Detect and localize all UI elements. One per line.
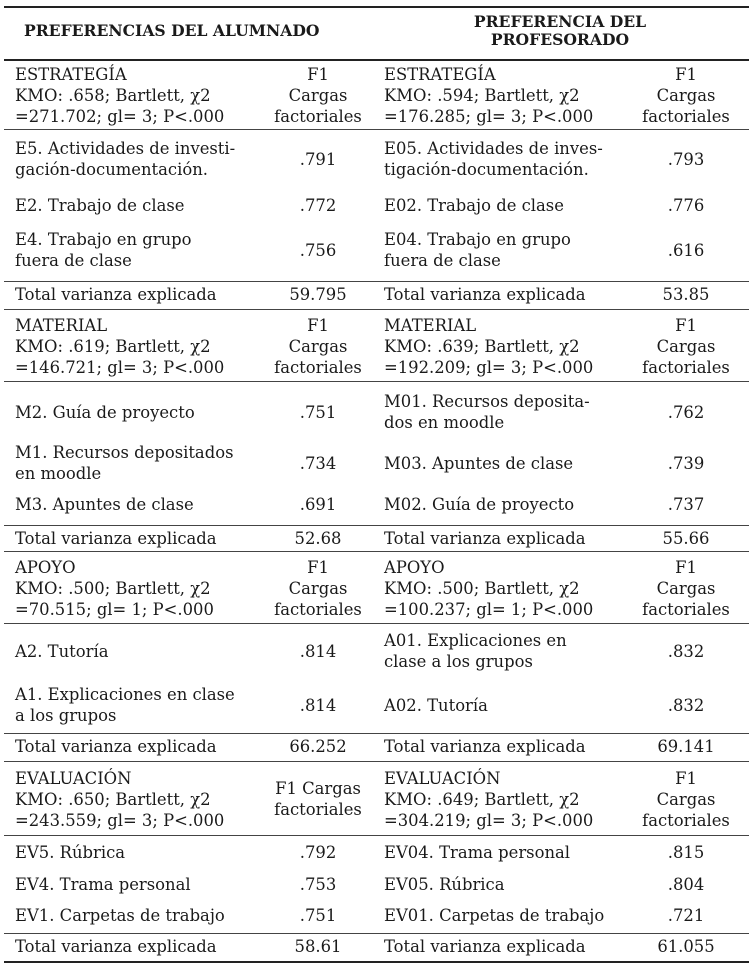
right-total-label-line-1: Total varianza explicada xyxy=(384,936,586,956)
left-item-label-line-1: E2. Trabajo de clase xyxy=(15,195,185,215)
right-item-label xyxy=(384,381,646,443)
left-total-label-line-1: Total varianza explicada xyxy=(15,736,217,756)
right-total-value xyxy=(636,281,736,307)
right-item-label-lines xyxy=(384,391,590,433)
left-item-label-line-1: E5. Actividades de investi- xyxy=(15,139,236,158)
left-total-value-lines xyxy=(295,936,342,957)
left-total-value-line-1: 66.252 xyxy=(289,736,347,756)
right-total-value-lines xyxy=(657,736,714,757)
right-item-value-lines xyxy=(668,494,705,515)
right-factor-heading-line-3: factoriales xyxy=(642,357,730,377)
table-row xyxy=(0,443,754,483)
right-item-label xyxy=(384,191,646,219)
left-item-value-lines xyxy=(300,453,337,474)
left-section-title-line-2: KMO: .650; Bartlett, χ2 xyxy=(15,789,211,809)
left-section-title-line-1: APOYO xyxy=(15,557,76,577)
right-total-value-lines xyxy=(657,936,714,957)
right-item-label xyxy=(384,899,646,931)
section-header-2 xyxy=(0,311,754,381)
right-total-label-line-1: Total varianza explicada xyxy=(384,736,586,756)
right-item-value-line-1: .793 xyxy=(667,149,705,169)
right-total-label xyxy=(384,281,646,307)
right-item-value-line-1: .737 xyxy=(667,494,705,514)
left-item-label-lines xyxy=(15,684,235,726)
right-item-value-line-1: .815 xyxy=(667,842,705,862)
left-section-title xyxy=(15,311,273,381)
table-row xyxy=(0,869,754,899)
table-row xyxy=(0,483,754,525)
left-item-value-lines xyxy=(300,494,337,515)
right-section-title-lines xyxy=(384,64,593,127)
right-item-label-line-1: E04. Trabajo en grupo xyxy=(384,230,571,249)
right-item-value-line-1: .721 xyxy=(667,905,705,925)
right-factor-heading xyxy=(636,553,736,623)
header-alumnado: PREFERENCIAS DEL ALUMNADO xyxy=(24,21,320,40)
right-item-value-lines xyxy=(668,402,705,423)
left-total-value-lines xyxy=(295,528,342,549)
left-item-value xyxy=(268,869,368,899)
right-item-value xyxy=(636,219,736,281)
right-item-value xyxy=(636,899,736,931)
right-item-value xyxy=(636,443,736,483)
left-factor-heading xyxy=(268,61,368,129)
right-item-value xyxy=(636,623,736,679)
right-item-label xyxy=(384,679,646,731)
left-section-title-line-1: MATERIAL xyxy=(15,315,108,335)
right-section-title-line-2: KMO: .649; Bartlett, χ2 xyxy=(384,789,580,809)
right-item-label-line-2: clase a los grupos xyxy=(384,652,533,671)
left-item-label-line-1: EV4. Trama personal xyxy=(15,874,191,894)
left-total-label-lines xyxy=(15,736,217,757)
left-item-label-line-1: A2. Tutoría xyxy=(15,641,109,661)
right-total-label xyxy=(384,933,646,959)
right-section-title xyxy=(384,61,646,129)
header-profesorado-lines xyxy=(474,13,646,49)
right-total-label-lines xyxy=(384,528,586,549)
left-factor-heading-line-3: factoriales xyxy=(274,106,362,126)
left-section-title-line-1: ESTRATEGÍA xyxy=(15,64,127,84)
right-item-label-lines xyxy=(384,905,604,926)
right-item-label-lines xyxy=(384,453,573,474)
right-item-label-line-1: EV01. Carpetas de trabajo xyxy=(384,905,605,925)
right-factor-heading-line-1: F1 xyxy=(675,315,697,335)
left-item-label-lines xyxy=(15,874,191,895)
left-item-label xyxy=(15,623,273,679)
left-item-value-lines xyxy=(300,149,337,170)
right-item-label-lines xyxy=(384,695,488,716)
right-factor-heading-line-2: Cargas xyxy=(656,85,716,105)
right-item-label-line-1: EV05. Rúbrica xyxy=(384,874,505,894)
left-section-title-line-2: KMO: .619; Bartlett, χ2 xyxy=(15,336,211,356)
left-item-value-lines xyxy=(300,240,337,261)
left-section-title-line-2: KMO: .658; Bartlett, χ2 xyxy=(15,85,211,105)
left-factor-heading-lines xyxy=(274,557,362,620)
left-item-value-line-1: .814 xyxy=(299,641,337,661)
left-item-value xyxy=(268,899,368,931)
right-item-label-lines xyxy=(384,630,567,672)
left-item-value-lines xyxy=(300,402,337,423)
right-item-value-lines xyxy=(668,905,705,926)
right-item-value xyxy=(636,835,736,869)
table-row xyxy=(0,127,754,191)
right-total-value-line-1: 55.66 xyxy=(662,528,710,548)
right-item-label-line-2: fuera de clase xyxy=(384,251,501,270)
left-item-value-line-1: .791 xyxy=(299,149,337,169)
right-factor-heading-line-1: F1 xyxy=(675,64,697,84)
right-item-label-line-1: A02. Tutoría xyxy=(384,695,488,715)
right-item-value-line-1: .739 xyxy=(667,453,705,473)
left-total-label xyxy=(15,281,273,307)
left-item-label-line-2: a los grupos xyxy=(15,706,117,725)
left-item-value-line-1: .814 xyxy=(299,695,337,715)
right-total-value-lines xyxy=(663,528,710,549)
left-section-title xyxy=(15,61,273,129)
right-item-label-line-1: M03. Apuntes de clase xyxy=(384,453,574,473)
right-factor-heading-line-2: Cargas xyxy=(656,578,716,598)
left-factor-heading-lines xyxy=(274,64,362,127)
right-item-value-line-1: .804 xyxy=(667,874,705,894)
left-section-title-lines xyxy=(15,768,224,831)
total-row xyxy=(0,281,754,307)
left-total-value-line-1: 58.61 xyxy=(294,936,342,956)
right-factor-heading-lines xyxy=(642,315,730,378)
right-section-title-lines xyxy=(384,557,593,620)
left-total-label-line-1: Total varianza explicada xyxy=(15,528,217,548)
table-rule xyxy=(4,961,749,963)
right-total-label-lines xyxy=(384,736,586,757)
table-row xyxy=(0,191,754,219)
right-section-title-line-2: KMO: .639; Bartlett, χ2 xyxy=(384,336,580,356)
left-item-label-lines xyxy=(15,442,233,484)
right-item-value-line-1: .832 xyxy=(667,695,705,715)
left-item-value-line-1: .691 xyxy=(299,494,337,514)
left-factor-heading-line-2: Cargas xyxy=(288,85,348,105)
left-item-value-lines xyxy=(300,195,337,216)
left-item-label-lines xyxy=(15,195,185,216)
left-item-label xyxy=(15,127,273,191)
left-item-label xyxy=(15,679,273,731)
table-row xyxy=(0,679,754,731)
left-item-value-line-1: .772 xyxy=(299,195,337,215)
left-item-label-line-1: M3. Apuntes de clase xyxy=(15,494,194,514)
left-total-label xyxy=(15,733,273,759)
right-item-label-lines xyxy=(384,138,603,180)
left-total-label xyxy=(15,933,273,959)
right-item-label-line-1: M01. Recursos deposita- xyxy=(384,392,590,411)
left-item-value xyxy=(268,483,368,525)
left-total-label-lines xyxy=(15,936,217,957)
section-header-3 xyxy=(0,553,754,623)
right-item-value-lines xyxy=(668,695,705,716)
right-item-label xyxy=(384,623,646,679)
left-total-value xyxy=(268,933,368,959)
right-item-value-line-1: .776 xyxy=(667,195,705,215)
left-item-value xyxy=(268,623,368,679)
left-factor-heading-line-1: F1 xyxy=(307,64,329,84)
right-item-label xyxy=(384,127,646,191)
left-total-value-lines xyxy=(289,284,346,305)
table-row xyxy=(0,219,754,281)
left-item-value xyxy=(268,443,368,483)
left-item-label-lines xyxy=(15,494,194,515)
right-section-title-line-3: =304.219; gl= 3; P<.000 xyxy=(384,810,594,830)
right-item-label xyxy=(384,219,646,281)
right-item-label-lines xyxy=(384,874,505,895)
right-item-value-line-1: .832 xyxy=(667,641,705,661)
left-item-label xyxy=(15,483,273,525)
right-item-label-line-2: dos en moodle xyxy=(384,413,505,432)
left-section-title-lines xyxy=(15,64,224,127)
right-factor-heading-line-3: factoriales xyxy=(642,810,730,830)
left-item-label xyxy=(15,219,273,281)
right-factor-heading xyxy=(636,61,736,129)
table-rule xyxy=(4,551,749,552)
right-section-title-line-1: ESTRATEGÍA xyxy=(384,64,496,84)
left-factor-heading-lines xyxy=(274,315,362,378)
right-factor-heading xyxy=(636,763,736,835)
right-total-label xyxy=(384,733,646,759)
left-item-value-line-1: .756 xyxy=(299,240,337,260)
right-item-value xyxy=(636,127,736,191)
left-factor-heading-line-1: F1 Cargas xyxy=(275,779,361,798)
right-factor-heading-line-3: factoriales xyxy=(642,106,730,126)
left-item-value-line-1: .734 xyxy=(299,453,337,473)
left-item-label-lines xyxy=(15,905,225,926)
right-item-label-line-1: EV04. Trama personal xyxy=(384,842,571,862)
left-factor-heading-line-3: factoriales xyxy=(274,357,362,377)
left-factor-heading xyxy=(268,763,368,835)
right-item-value-lines xyxy=(668,195,705,216)
right-factor-heading-line-2: Cargas xyxy=(656,789,716,809)
left-item-value-lines xyxy=(300,641,337,662)
left-total-value-line-1: 52.68 xyxy=(294,528,342,548)
left-item-value xyxy=(268,679,368,731)
right-section-title-line-3: =176.285; gl= 3; P<.000 xyxy=(384,106,594,126)
header-profesorado-line-1: PREFERENCIA DEL xyxy=(473,12,647,31)
table-header xyxy=(0,6,754,56)
left-item-value xyxy=(268,381,368,443)
left-item-label-line-1: M1. Recursos depositados xyxy=(15,443,234,462)
left-item-label xyxy=(15,899,273,931)
left-item-label-line-1: E4. Trabajo en grupo xyxy=(15,230,192,249)
right-factor-heading-line-1: F1 xyxy=(675,768,697,788)
right-total-label-lines xyxy=(384,936,586,957)
left-section-title-line-3: =243.559; gl= 3; P<.000 xyxy=(15,810,225,830)
left-item-value-line-1: .792 xyxy=(299,842,337,862)
right-item-label-line-2: tigación-documentación. xyxy=(384,160,589,179)
left-factor-heading-line-2: Cargas xyxy=(288,336,348,356)
right-item-label-lines xyxy=(384,494,574,515)
left-section-title-line-3: =146.721; gl= 3; P<.000 xyxy=(15,357,225,377)
left-factor-heading-line-2: factoriales xyxy=(274,800,362,819)
left-item-value-lines xyxy=(300,905,337,926)
right-factor-heading-line-2: Cargas xyxy=(656,336,716,356)
left-item-value-line-1: .753 xyxy=(299,874,337,894)
left-item-label xyxy=(15,191,273,219)
right-item-value xyxy=(636,483,736,525)
left-item-label-lines xyxy=(15,138,235,180)
left-factor-heading xyxy=(268,311,368,381)
right-total-label-line-1: Total varianza explicada xyxy=(384,528,586,548)
right-item-value xyxy=(636,869,736,899)
left-item-label-lines xyxy=(15,229,192,271)
left-item-label-line-1: EV1. Carpetas de trabajo xyxy=(15,905,225,925)
left-section-title xyxy=(15,553,273,623)
left-section-title-line-3: =271.702; gl= 3; P<.000 xyxy=(15,106,225,126)
right-section-title-line-2: KMO: .594; Bartlett, χ2 xyxy=(384,85,580,105)
left-item-value-line-1: .751 xyxy=(299,402,337,422)
left-section-title-line-3: =70.515; gl= 1; P<.000 xyxy=(15,599,214,619)
right-total-value-line-1: 61.055 xyxy=(657,936,715,956)
header-profesorado xyxy=(430,6,690,56)
right-section-title-line-1: APOYO xyxy=(384,557,445,577)
right-item-value-lines xyxy=(668,874,705,895)
right-item-label-line-1: E02. Trabajo de clase xyxy=(384,195,564,215)
right-total-value-lines xyxy=(663,284,710,305)
right-total-label xyxy=(384,525,646,551)
right-item-value-lines xyxy=(668,240,705,261)
left-total-label-line-1: Total varianza explicada xyxy=(15,284,217,304)
table-row xyxy=(0,623,754,679)
left-factor-heading-lines xyxy=(274,778,362,820)
left-total-value xyxy=(268,733,368,759)
left-item-label-lines xyxy=(15,842,125,863)
right-item-value-lines xyxy=(668,641,705,662)
right-factor-heading-lines xyxy=(642,64,730,127)
right-total-value xyxy=(636,525,736,551)
left-total-label-lines xyxy=(15,528,217,549)
left-factor-heading-line-1: F1 xyxy=(307,315,329,335)
right-item-label-line-1: M02. Guía de proyecto xyxy=(384,494,575,514)
left-factor-heading-line-1: F1 xyxy=(307,557,329,577)
right-total-value-line-1: 69.141 xyxy=(657,736,715,756)
left-item-label xyxy=(15,381,273,443)
left-item-value xyxy=(268,835,368,869)
right-factor-heading-line-1: F1 xyxy=(675,557,697,577)
left-item-label-lines xyxy=(15,641,108,662)
right-item-value-line-1: .762 xyxy=(667,402,705,422)
left-item-value-lines xyxy=(300,695,337,716)
right-item-value-lines xyxy=(668,842,705,863)
left-total-label-lines xyxy=(15,284,217,305)
left-item-label-line-2: fuera de clase xyxy=(15,251,132,270)
section-header-1 xyxy=(0,61,754,129)
right-section-title-line-1: MATERIAL xyxy=(384,315,477,335)
left-item-value-lines xyxy=(300,874,337,895)
right-section-title-line-1: EVALUACIÓN xyxy=(384,768,501,788)
left-item-value xyxy=(268,191,368,219)
left-total-value xyxy=(268,281,368,307)
left-section-title-line-1: EVALUACIÓN xyxy=(15,768,132,788)
left-factor-heading xyxy=(268,553,368,623)
right-total-value xyxy=(636,733,736,759)
right-item-value xyxy=(636,191,736,219)
right-item-label xyxy=(384,835,646,869)
right-section-title-line-3: =100.237; gl= 1; P<.000 xyxy=(384,599,594,619)
left-total-label-line-1: Total varianza explicada xyxy=(15,936,217,956)
right-item-value xyxy=(636,381,736,443)
left-item-label-line-1: A1. Explicaciones en clase xyxy=(15,685,235,704)
left-total-label xyxy=(15,525,273,551)
right-section-title-lines xyxy=(384,768,593,831)
right-item-label-lines xyxy=(384,229,571,271)
left-item-value xyxy=(268,127,368,191)
left-section-title-line-2: KMO: .500; Bartlett, χ2 xyxy=(15,578,211,598)
right-item-label-line-1: A01. Explicaciones en xyxy=(384,631,567,650)
left-item-label xyxy=(15,835,273,869)
table-rule xyxy=(4,761,749,762)
left-factor-heading-line-2: Cargas xyxy=(288,578,348,598)
left-section-title xyxy=(15,763,273,835)
left-item-label-line-2: en moodle xyxy=(15,464,102,483)
table-rule xyxy=(4,309,749,310)
right-total-value-line-1: 53.85 xyxy=(662,284,710,304)
right-item-label-line-1: E05. Actividades de inves- xyxy=(384,139,603,158)
right-item-value-line-1: .616 xyxy=(667,240,705,260)
right-item-label xyxy=(384,443,646,483)
right-factor-heading-lines xyxy=(642,557,730,620)
left-item-label-lines xyxy=(15,402,195,423)
left-item-value xyxy=(268,219,368,281)
total-row xyxy=(0,733,754,759)
right-factor-heading-lines xyxy=(642,768,730,831)
left-item-label-line-1: M2. Guía de proyecto xyxy=(15,402,195,422)
section-header-4 xyxy=(0,763,754,835)
right-total-value xyxy=(636,933,736,959)
right-item-label xyxy=(384,483,646,525)
left-item-value-lines xyxy=(300,842,337,863)
left-section-title-lines xyxy=(15,315,224,378)
right-section-title xyxy=(384,763,646,835)
right-total-label-lines xyxy=(384,284,586,305)
left-item-label xyxy=(15,869,273,899)
total-row xyxy=(0,933,754,959)
left-total-value-line-1: 59.795 xyxy=(289,284,347,304)
right-section-title xyxy=(384,553,646,623)
total-row xyxy=(0,525,754,551)
table-row xyxy=(0,899,754,931)
right-item-value-lines xyxy=(668,149,705,170)
header-profesorado-line-2: PROFESORADO xyxy=(490,30,630,49)
left-item-label-line-2: gación-documentación. xyxy=(15,160,208,179)
right-factor-heading-line-3: factoriales xyxy=(642,599,730,619)
right-total-label-line-1: Total varianza explicada xyxy=(384,284,586,304)
right-item-label xyxy=(384,869,646,899)
left-section-title-lines xyxy=(15,557,214,620)
table-row xyxy=(0,835,754,869)
right-section-title-lines xyxy=(384,315,593,378)
left-total-value xyxy=(268,525,368,551)
left-item-label xyxy=(15,443,273,483)
left-item-label-line-1: EV5. Rúbrica xyxy=(15,842,126,862)
right-item-label-lines xyxy=(384,842,570,863)
right-item-label-lines xyxy=(384,195,564,216)
right-section-title-line-3: =192.209; gl= 3; P<.000 xyxy=(384,357,594,377)
table-row xyxy=(0,381,754,443)
right-section-title xyxy=(384,311,646,381)
left-factor-heading-line-3: factoriales xyxy=(274,599,362,619)
left-item-value-line-1: .751 xyxy=(299,905,337,925)
right-item-value-lines xyxy=(668,453,705,474)
right-item-value xyxy=(636,679,736,731)
right-section-title-line-2: KMO: .500; Bartlett, χ2 xyxy=(384,578,580,598)
left-total-value-lines xyxy=(289,736,346,757)
right-factor-heading xyxy=(636,311,736,381)
